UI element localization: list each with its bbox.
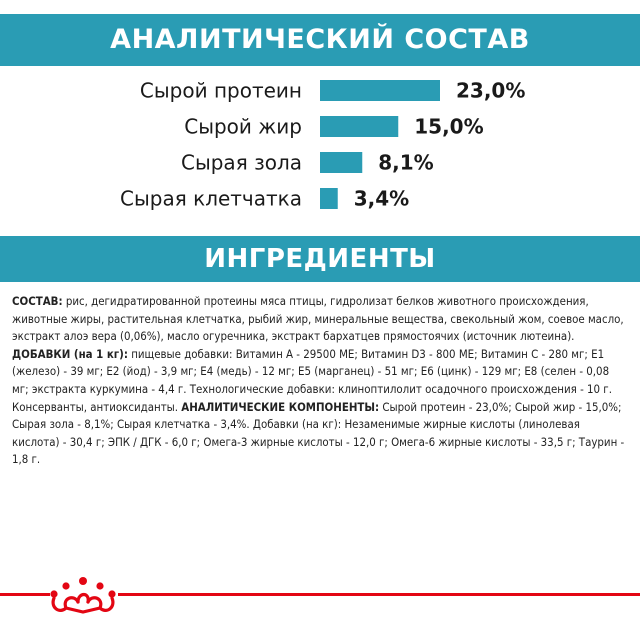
footer-red-line-left [0, 593, 50, 596]
royal-canin-crown-icon [44, 568, 122, 618]
sostav-text: рис, дегидратированной протеины мяса птицы, гидролизат белков животного происхождения, животные жиры, растительная клетчатка, рыбий жир, минеральные вещества, свекольный жом, соевое масло, экстракт алоэ вера (0,06%), масло огуречника, экстракт бархатцев прямостоячих (источник лютеина). [12, 294, 624, 344]
bar-value-label: 15,0% [414, 114, 484, 139]
analysis-header: АНАЛИТИЧЕСКИЙ СОСТАВ [0, 14, 640, 66]
analytic-text: Сырой протеин - 23,0%; Сырой жир - 15,0%; Сырая зола - 8,1%; Сырая клетчатка - 3,4%. Добавки (на кг): Незаменимые жирные кислоты (линолевая кислота) - 30,4 г; ЭПК / ДГК - 6,0 г; Омега-3 жирные кислоты - 12,0 г; Омега-6 жирные кислоты - 33,5 г; Таурин - 1,8 г. [12, 399, 625, 467]
analytic-label: АНАЛИТИЧЕСКИЕ КОМПОНЕНТЫ: [181, 399, 380, 414]
bar [320, 116, 398, 137]
bar-label: Сырой протеин [139, 78, 302, 103]
bar-value-label: 8,1% [378, 150, 434, 175]
dobavki-label: ДОБАВКИ (на 1 кг): [12, 346, 128, 361]
bar-value-label: 3,4% [353, 186, 410, 211]
dobavki-text: пищевые добавки: Витамин А - 29500 МЕ; Витамин D3 - 800 МЕ; Витамин С - 280 мг; Е1 (железо) - 39 мг; Е2 (йод) - 3,9 мг; Е4 (медь) - 12 мг; Е5 (марганец) - 51 мг; Е6 (цинк) - 129 мг; Е8 (селен - 0,08 мг; экстракта куркумина - 4,4 г. Технологические добавки: клиноптилолит осадочного происхождения - 10 г. Консерванты, антиоксиданты. [12, 346, 612, 414]
bar-value-label: 23,0% [456, 78, 526, 103]
ingredients-header: ИНГРЕДИЕНТЫ [0, 236, 640, 282]
sostav-label: СОСТАВ: [12, 294, 63, 308]
bar [320, 188, 338, 209]
analysis-bar-chart [0, 76, 640, 226]
ingredients-text [12, 293, 628, 469]
bar-label: Сырая клетчатка [120, 186, 302, 211]
bar [320, 80, 440, 101]
footer-red-line-right [118, 593, 640, 596]
bar [320, 152, 362, 173]
bar-label: Сырой жир [184, 114, 302, 139]
bar-label: Сырая зола [180, 150, 302, 175]
